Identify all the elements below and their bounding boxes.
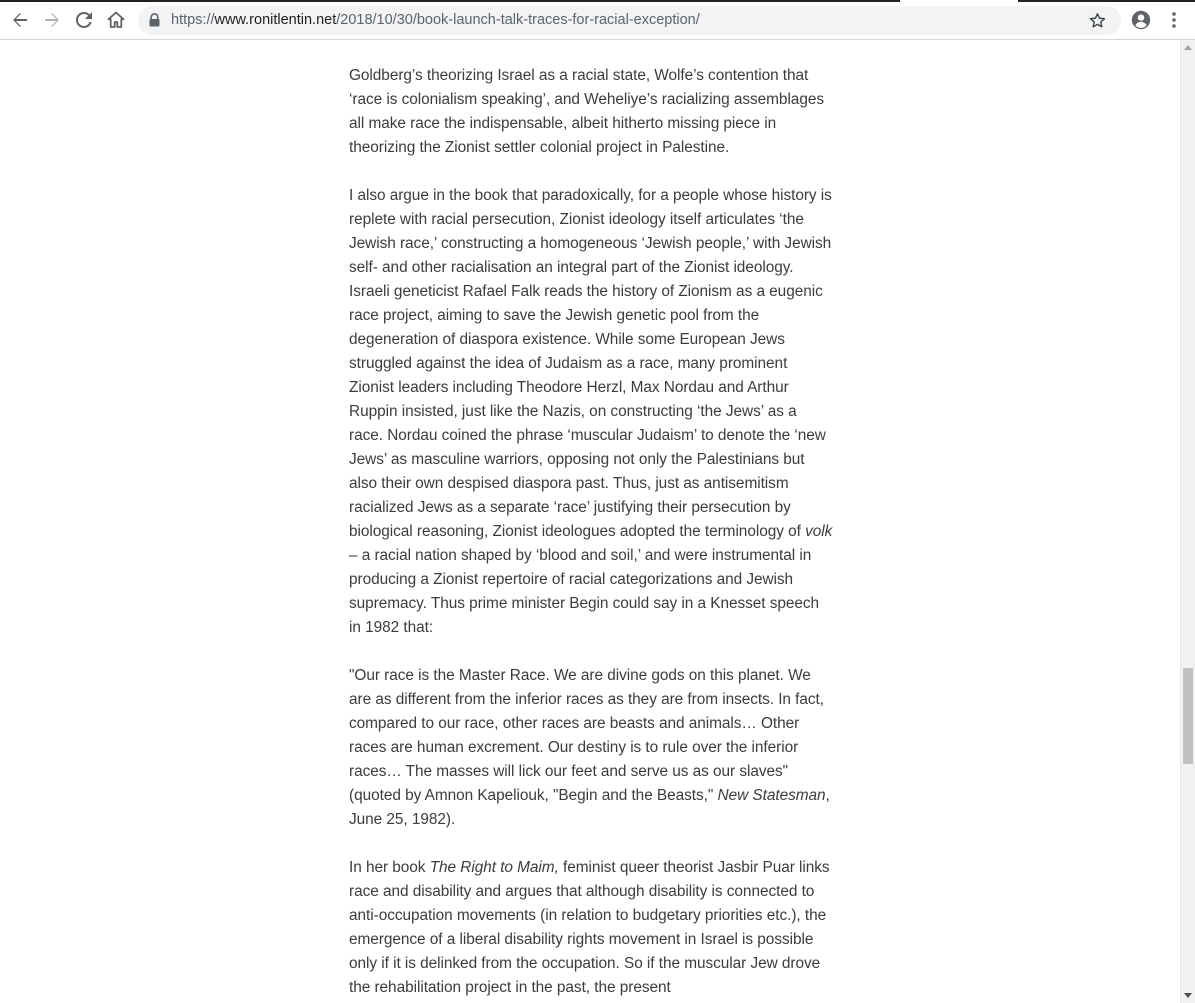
reload-button[interactable] [70, 6, 98, 34]
menu-button[interactable] [1160, 6, 1188, 34]
lock-icon [149, 13, 160, 27]
paragraph-text: – a racial nation shaped by ‘blood and soil,’ and were instrumental in producing a Zionist repertoire of racial categorizations and Jewish supremacy. Thus prime minister Begin could say in a Knesset speech in 1982 that: [349, 547, 820, 636]
book-title: The Right to Maim, [429, 859, 559, 876]
account-circle-icon [1131, 10, 1151, 30]
article-quote [349, 664, 834, 832]
tab-strip-edge [0, 0, 900, 2]
paragraph-text: Goldberg’s theorizing Israel as a racial state, Wolfe’s contention that ‘race is colonialism speaking’, and Weheliye’s racializing assemblages all make race the indispensable, albeit hitherto missing piece in theorizing the Zionist settler colonial project in Palestine. [349, 67, 824, 156]
url-scheme: https:// [171, 12, 215, 28]
italic-term: volk [805, 523, 833, 540]
article-paragraph [349, 64, 834, 160]
tab-strip-edge [1018, 0, 1195, 2]
page-viewport [0, 40, 1180, 1003]
arrow-left-icon [12, 12, 28, 28]
forward-button[interactable] [38, 6, 66, 34]
scrollbar-thumb[interactable] [1183, 668, 1193, 764]
home-button[interactable] [102, 6, 130, 34]
scroll-up-arrow-icon[interactable] [1184, 45, 1192, 50]
browser-toolbar [0, 0, 1195, 40]
paragraph-text: "Our race is the Master Race. We are divine gods on this planet. We are as different from the inferior races as they are from insects. In fact, compared to our race, other races are beasts and animals… Other races are human excrement. Our destiny is to rule over the inferior races… The masses will lick our feet and serve us as our slaves" (quoted by Amnon Kapeliouk, "Begin and the Beasts," [349, 667, 824, 804]
article-paragraph [349, 856, 834, 1000]
vertical-scrollbar[interactable] [1180, 40, 1195, 1003]
article-body [349, 64, 834, 1003]
back-button[interactable] [6, 6, 34, 34]
reload-icon [76, 12, 92, 28]
url-path: /2018/10/30/book-launch-talk-traces-for-racial-exception/ [336, 12, 700, 28]
scroll-down-arrow-icon[interactable] [1184, 993, 1192, 998]
home-icon [107, 11, 125, 29]
arrow-right-icon [44, 12, 60, 28]
paragraph-text: In her book [349, 859, 430, 876]
url-host: www.ronitlentin.net [214, 12, 337, 28]
article-paragraph [349, 184, 834, 640]
profile-button[interactable] [1127, 6, 1155, 34]
paragraph-text: feminist queer theorist Jasbir Puar links race and disability and argues that although disability is connected to anti-occupation movements (in relation to budgetary priorities etc.), the emergence of a liberal disability rights movement in Israel is possible only if it is delinked from the occupation. So if the muscular Jew drove the rehabilitation project in the past, the present [349, 859, 830, 996]
address-bar[interactable] [138, 6, 1121, 35]
paragraph-text: I also argue in the book that paradoxically, for a people whose history is replete with racial persecution, Zionist ideology itself articulates ‘the Jewish race,’ constructing a homogeneous ‘Jewish people,’ with Jewish self- and other racialisation an integral part of the Zionist ideology. Israeli geneticist Rafael Falk reads the history of Zionism as a eugenic race project, aiming to save the Jewish genetic pool from the degeneration of diaspora existence. While some European Jews struggled against the idea of Judaism as a race, many prominent Zionist leaders including Theodore Herzl, Max Nordau and Arthur Ruppin insisted, just like the Nazis, on constructing ‘the Jews’ as a race. Nordau coined the phrase ‘muscular Judaism’ to denote the ‘new Jews’ as masculine warriors, opposing not only the Palestinians but also their own despised diaspora past. Thus, just as antisemitism racialized Jews as a separate ‘race’ justifying their persecution by biological reasoning, Zionist ideologues adopted the terminology of [349, 187, 832, 540]
publication-title: New Statesman [717, 787, 826, 804]
paragraph-text: , June 25, 1982). [349, 787, 830, 828]
kebab-menu-icon [1172, 12, 1176, 28]
star-icon[interactable] [1089, 12, 1106, 29]
url-text[interactable] [171, 12, 700, 28]
